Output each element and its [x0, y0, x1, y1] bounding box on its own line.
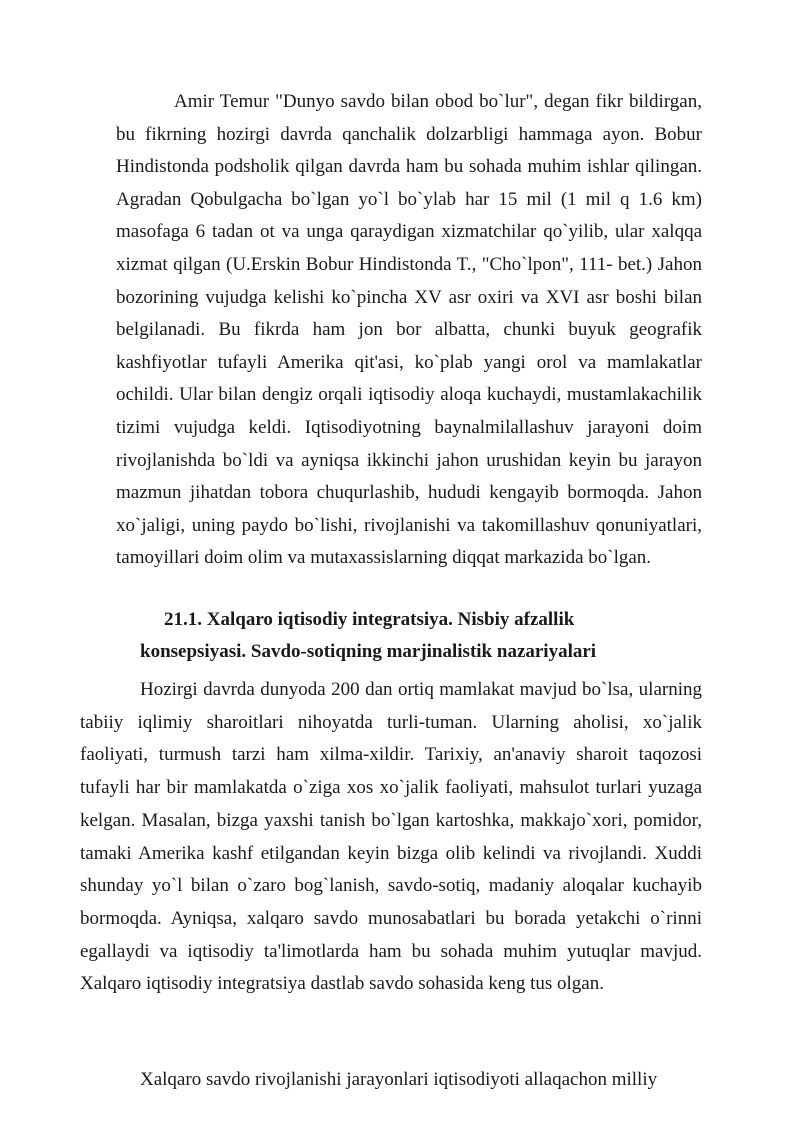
body-paragraph-1: Amir Temur "Dunyo savdo bilan obod bo`lur", degan fikr bildirgan, bu fikrning hozirgi davrda qanchalik dolzarbligi hammaga ayon. Bobur Hindistonda podsholik qilgan davrda ham bu sohada muhim ishlar qilingan. Agradan Qobulgacha bo`lgan yo`l bo`ylab har 15 mil (1 mil q 1.6 km) masofaga 6 tadan ot va unga qaraydigan xizmatchilar qo`yilib, ular xalqqa xizmat qilgan (U.Erskin Bobur Hindistonda T., "Cho`lpon", 111- bet.) Jahon bozorining vujudga kelishi ko`pincha XV asr oxiri va XVI asr boshi bilan belgilanadi. Bu fikrda ham jon bor albatta, chunki buyuk geografik kashfiyotlar tufayli Amerika qit'asi, ko`plab yangi orol va mamlakatlar ochildi. Ular bilan dengiz orqali iqtisodiy aloqa kuchaydi, mustamlakachilik tizimi vujudga keldi. Iqtisodiyotning baynalmilallashuv jarayoni doim rivojlanishda bo`ldi va ayniqsa ikkinchi jahon urushidan keyin bu jarayon mazmun jihatdan tobora chuqurlashib, hududi kengayib bormoqda. Jahon xo`jaligi, uning paydo bo`lishi, rivojlanishi va takomillashuv qonuniyatlari, tamoyillari doim olim va mutaxassislarning diqqat markazida bo`lgan.: [116, 91, 702, 569]
body-paragraph-2: Hozirgi davrda dunyoda 200 dan ortiq mamlakat mavjud bo`lsa, ularning tabiiy iqlimiy sharoitlari nihoyatda turli-tuman. Ularning aholisi, xo`jalik faoliyati, turmush tarzi ham xilma-xildir. Tarixiy, an'anaviy sharoit taqozosi tufayli har bir mamlakatda o`ziga xos xo`jalik faoliyati, mahsulot turlari yuzaga kelgan. Masalan, bizga yaxshi tanish bo`lgan kartoshka, makkajo`xori, pomidor, tamaki Amerika kashf etilgandan keyin bizga olib kelindi va rivojlandi. Xuddi shunday yo`l bilan o`zaro bog`lanish, savdo-sotiq, madaniy aloqalar kuchayib bormoqda. Ayniqsa, xalqaro savdo munosabatlari bu borada yetakchi o`rinni egallaydi va iqtisodiy ta'limotlarda ham bu sohada muhim yutuqlar mavjud. Xalqaro iqtisodiy integratsiya dastlab savdo sohasida keng tus olgan.: [80, 679, 702, 995]
section-heading-line-2: konsepsiyasi. Savdo-sotiqning marjinalistik nazariyalari: [140, 641, 597, 662]
section-heading: [140, 604, 660, 668]
body-paragraph-3: Xalqaro savdo rivojlanishi jarayonlari iqtisodiyoti allaqachon milliy: [140, 1069, 658, 1090]
section-heading-line-1: 21.1. Xalqaro iqtisodiy integratsiya. Nisbiy afzallik: [164, 609, 575, 630]
